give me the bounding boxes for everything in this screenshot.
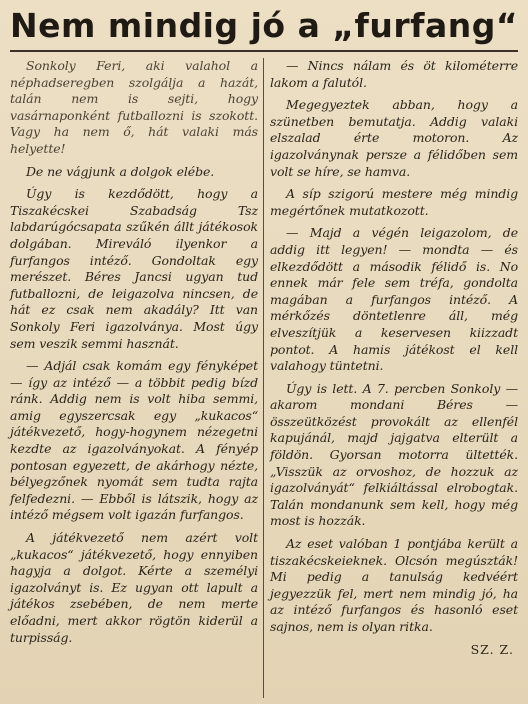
left-column: [10, 58, 258, 698]
paragraph: Úgy is kezdődött, hogy a Tiszakécskei Szabadság Tsz labdarúgócsapata szűkén állt játékosok dolgában. Mireváló ilyenkor a furfangos intéző. Gondoltak egy merészet. Béres Jancsi ugyan tud futballozni, de leigazolva nincsen, de hát ez csak nem akadály? Itt van Sonkoly Feri igazolványa. Most úgy sem veszik semmi hasznát.: [10, 186, 258, 351]
paragraph: — Majd a végén leigazolom, de addig itt legyen! — mondta — és elkezdődött a második félidő is. No ennek már fele sem tréfa, gondolta magában a furfangos intéző. A mérkőzés döntetlenre áll, még elveszítjük a keservesen kiizzadt pontot. A hamis játékost el kell valahogy tüntetni.: [270, 225, 518, 374]
paragraph: — Nincs nálam és öt kilométerre lakom a falutól.: [270, 58, 518, 90]
paragraph: — Adjál csak komám egy fényképet — így az intéző — a többit pedig bízd ránk. Addig nem is volt hiba semmi, amig egyszercsak egy „kukacos“ játékvezető, hogy-hogynem nézegetni kezdte az igazolványokat. A fényép pontosan egyezett, de akárhogy nézte, bélyegzőnek nyomát sem tudta rajta felfedezni. — Ebből is látszik, hogy az intéző mégsem volt igazán furfangos.: [10, 358, 258, 523]
paragraph: Az eset valóban 1 pontjába került a tiszakécskeieknek. Olcsón megúszták! Mi pedig a tanulság kedvéért jegyezzük fel, mert nem mindig jó, ha az intéző furfangos és hasonló eset sajnos, nem is olyan ritka.: [270, 536, 518, 634]
column-divider: [263, 58, 264, 698]
headline-rule: [10, 50, 518, 52]
article-body: [10, 58, 518, 698]
paragraph: Megegyeztek abban, hogy a szünetben bemutatja. Addig valaki elszalad érte motoron. Az igazolványnak persze a félidőben sem volt se híre, se hamva.: [270, 97, 518, 179]
paragraph: Sonkoly Feri, aki valahol a néphadseregben szolgálja a hazát, talán nem is sejti, hogy vasárnaponként futballozni is szokott. Vagy ha nem ő, hát valaki más helyette!: [10, 58, 258, 156]
paragraph: Úgy is lett. A 7. percben Sonkoly — akarom mondani Béres — összeütközést provokált az ellenfél kapujánál, majd jajgatva elterült a földön. Gyorsan motorra ültették. „Visszük az orvoshoz, de hozzuk az igazolványát“ felkiáltással elrobogtak. Talán mondanunk sem kell, hogy még most is hozzák.: [270, 380, 518, 529]
paragraph: De ne vágjunk a dolgok elébe.: [26, 163, 215, 179]
paragraph: A játékvezető nem azért volt „kukacos“ játékvezető, hogy ennyiben hagyja a dolgot. Kérte a személyi igazolványt is. Ez ugyan ott lapult a játékos zsebében, de nem merte előadni, mert akkor rögtön kiderül a turpisság.: [10, 530, 258, 645]
author-signature: SZ. Z.: [470, 641, 514, 657]
paragraph: A síp szigorú mestere még mindig megértőnek mutatkozott.: [270, 186, 518, 218]
article-headline: Nem mindig jó a „furfang“: [10, 6, 519, 45]
right-column: [270, 58, 518, 698]
